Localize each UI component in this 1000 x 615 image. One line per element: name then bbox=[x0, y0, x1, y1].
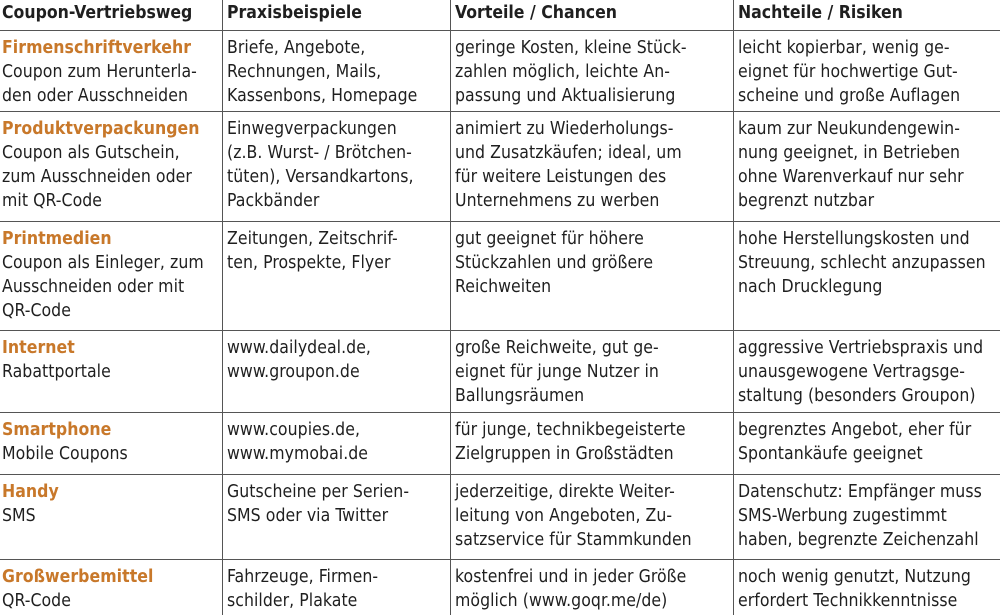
channel-description: Coupon als Einleger, zum Ausschneiden oder mit QR-Code bbox=[2, 253, 204, 321]
examples-cell: www.dailydeal.de, www.groupon.de bbox=[227, 338, 371, 382]
header-examples: Praxisbeispiele bbox=[227, 3, 362, 23]
disadvantages-cell: begrenztes Angebot, eher für Spontankäufe geeignet bbox=[738, 420, 972, 464]
examples-cell: Briefe, Angebote, Rechnungen, Mails, Kassenbons, Homepage bbox=[227, 38, 418, 106]
channel-cell bbox=[0, 418, 222, 466]
row-divider bbox=[0, 30, 1000, 31]
examples-cell: Fahrzeuge, Firmen- schilder, Plakate bbox=[227, 567, 379, 611]
channel-cell bbox=[0, 565, 222, 613]
column-divider bbox=[733, 0, 734, 615]
disadvantages-cell: hohe Herstellungskosten und Streuung, schlecht anzupassen nach Drucklegung bbox=[738, 229, 986, 297]
header-disadvantages: Nachteile / Risiken bbox=[738, 3, 903, 23]
channel-description: Coupon als Gutschein, zum Ausschneiden oder mit QR-Code bbox=[2, 143, 192, 211]
channel-cell bbox=[0, 117, 222, 213]
advantages-cell: animiert zu Wiederholungs- und Zusatzkäufen; ideal, um für weitere Leistungen des Unternehmens zu werben bbox=[455, 119, 682, 211]
category-label: Internet bbox=[2, 338, 75, 358]
header-advantages: Vorteile / Chancen bbox=[455, 3, 618, 23]
channel-cell bbox=[0, 36, 222, 108]
category-label: Großwerbemittel bbox=[2, 567, 154, 587]
table-header bbox=[0, 1, 1000, 31]
header-distribution-channel: Coupon-Vertriebsweg bbox=[2, 3, 193, 23]
advantages-cell: jederzeitige, direkte Weiter- leitung von Angeboten, Zu- satzservice für Stammkunden bbox=[455, 482, 692, 550]
row-divider bbox=[0, 474, 1000, 475]
advantages-cell: kostenfrei und in jeder Größe möglich (www.goqr.me/de) bbox=[455, 567, 687, 611]
column-divider bbox=[222, 0, 223, 615]
row-divider bbox=[0, 412, 1000, 413]
row-divider bbox=[0, 330, 1000, 331]
channel-description: QR-Code bbox=[2, 591, 71, 611]
channel-description: Coupon zum Herunterla- den oder Ausschneiden bbox=[2, 62, 197, 106]
examples-cell: Einwegverpackungen (z.B. Wurst- / Brötchen- tüten), Versandkartons, Packbänder bbox=[227, 119, 414, 211]
disadvantages-cell: noch wenig genutzt, Nutzung erfordert Technikkenntnisse bbox=[738, 567, 971, 611]
advantages-cell: große Reichweite, gut ge- eignet für junge Nutzer in Ballungsräumen bbox=[455, 338, 659, 406]
row-divider bbox=[0, 559, 1000, 560]
examples-cell: Gutscheine per Serien- SMS oder via Twitter bbox=[227, 482, 410, 526]
channel-description: SMS bbox=[2, 506, 36, 526]
advantages-cell: gut geeignet für höhere Stückzahlen und größere Reichweiten bbox=[455, 229, 654, 297]
column-divider bbox=[450, 0, 451, 615]
category-label: Produktverpackungen bbox=[2, 119, 200, 139]
disadvantages-cell: leicht kopierbar, wenig ge- eignet für hochwertige Gut- scheine und große Auflagen bbox=[738, 38, 961, 106]
advantages-cell: für junge, technikbegeisterte Zielgruppen in Großstädten bbox=[455, 420, 686, 464]
category-label: Handy bbox=[2, 482, 59, 502]
disadvantages-cell: Datenschutz: Empfänger muss SMS-Werbung zugestimmt haben, begrenzte Zeichenzahl bbox=[738, 482, 982, 550]
advantages-cell: geringe Kosten, kleine Stück- zahlen möglich, leichte An- passung und Aktualisierung bbox=[455, 38, 687, 106]
examples-cell: Zeitungen, Zeitschrif- ten, Prospekte, Flyer bbox=[227, 229, 398, 273]
category-label: Printmedien bbox=[2, 229, 112, 249]
channel-cell bbox=[0, 480, 222, 528]
channel-cell bbox=[0, 336, 222, 384]
channel-cell bbox=[0, 227, 222, 323]
category-label: Smartphone bbox=[2, 420, 112, 440]
disadvantages-cell: aggressive Vertriebspraxis und unausgewogene Vertragsge- staltung (besonders Groupon) bbox=[738, 338, 984, 406]
channel-description: Mobile Coupons bbox=[2, 444, 128, 464]
channel-description: Rabattportale bbox=[2, 362, 111, 382]
disadvantages-cell: kaum zur Neukundengewin- nung geeignet, in Betrieben ohne Warenverkauf nur sehr begrenzt nutzbar bbox=[738, 119, 964, 211]
category-label: Firmenschriftverkehr bbox=[2, 38, 192, 58]
row-divider bbox=[0, 221, 1000, 222]
row-divider bbox=[0, 111, 1000, 112]
examples-cell: www.coupies.de, www.mymobai.de bbox=[227, 420, 369, 464]
